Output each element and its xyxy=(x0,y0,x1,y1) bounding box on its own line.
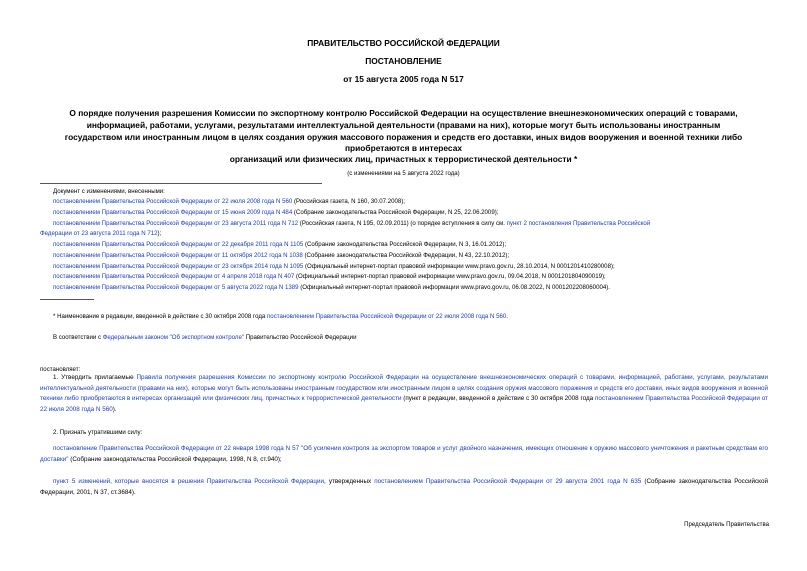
document-date-number: от 15 августа 2005 года N 517 xyxy=(343,74,464,84)
change-link[interactable]: постановлением Правительства Российской Федерации от 22 июля 2008 года N 560 xyxy=(53,198,293,205)
item-1-paragraph xyxy=(40,373,768,415)
basis-text: Правительство Российской Федерации xyxy=(244,334,357,341)
title-line: организаций или физических лиц, причастных к террористической деятельности * xyxy=(229,154,578,164)
government-heading: ПРАВИТЕЛЬСТВО РОССИЙСКОЙ ФЕДЕРАЦИИ xyxy=(307,38,500,48)
change-item xyxy=(53,241,506,248)
change-item xyxy=(53,220,650,227)
footnote-end: . xyxy=(506,313,508,320)
change-source: (Российская газета, N 195, 02.09.2011) (о порядке вступления в силу см. xyxy=(298,220,507,227)
decides-label: постановляет: xyxy=(40,366,81,373)
change-source: (Собрание законодательства Российской Федерации, N 25, 22.06.2009); xyxy=(292,209,499,216)
change-source: ); xyxy=(157,230,162,237)
title-line: государством или иностранным лицом в целях создания оружия массового поражения и средств его доставки, иных видов вооружения и военной техники либо xyxy=(64,132,743,142)
change-item xyxy=(53,198,405,205)
title-line: приобретаются в интересах xyxy=(344,143,463,153)
change-link[interactable]: постановлением Правительства Российской Федерации от 5 августа 2022 года N 1389 xyxy=(53,284,299,291)
repeal-1-text: (Собрание законодательства Российской Федерации, 1998, N 8, ст.940); xyxy=(68,455,282,463)
change-source: (Официальный интернет-портал правовой информации www.pravo.gov.ru, 28.10.2014, N 0001201410280008); xyxy=(303,263,615,270)
change-item xyxy=(53,209,498,216)
change-item xyxy=(53,273,606,280)
repeal-1-paragraph xyxy=(40,444,768,465)
resolution-635-link[interactable]: постановлением Правительства Российской Федерации от 29 августа 2001 года N 635 xyxy=(374,478,642,485)
document-type: ПОСТАНОВЛЕНИЕ xyxy=(365,56,442,66)
footnote-link[interactable]: постановлением Правительства Российской Федерации от 22 июля 2008 года N 560 xyxy=(267,313,507,320)
change-link[interactable]: постановлением Правительства Российской Федерации от 11 октября 2012 года N 1038 xyxy=(53,252,303,259)
effective-date-link-continued[interactable]: Федерации от 23 августа 2011 года N 712 xyxy=(40,230,158,237)
repeal-2-paragraph xyxy=(40,477,768,498)
change-link[interactable]: постановлением Правительства Российской Федерации от 23 августа 2011 года N 712 xyxy=(53,220,299,227)
title-line: информацией, работами, услугами, результатами интеллектуальной деятельности (правами на них), которые могут быть использованы иностранным xyxy=(86,120,721,130)
change-source: (Официальный интернет-портал правовой информации www.pravo.gov.ru, 09.04.2018, N 0001201804090019); xyxy=(294,273,606,280)
divider xyxy=(40,183,322,184)
amendment-note: (с изменениями на 5 августа 2022 года) xyxy=(347,170,460,177)
change-item xyxy=(53,252,509,259)
footnote xyxy=(53,313,508,320)
change-item-continued xyxy=(40,230,161,237)
footnote-text: * Наименование в редакции, введенной в действие с 30 октября 2008 года xyxy=(53,313,267,320)
rules-link[interactable]: Правила получения разрешения Комиссии по экспортному контролю Российской Федерации на осуществление внешнеэкономических операций с товарами, информацией, работами, услугами, результатами интеллектуальной деятельности (правами на них), которые могут быть использованы иностранным государством или иностранным лицом в целях создания оружия массового поражения и средств его доставки, иных видов вооружения и военной техники либо приобретаются в интересах организаций или физических лиц, причастных к террористической деятельности xyxy=(40,374,768,402)
change-source: (Официальный интернет-портал правовой информации www.pravo.gov.ru, 06.08.2022, N 0001202208060004). xyxy=(298,284,610,291)
item-1-text: ). xyxy=(112,405,117,413)
effective-date-link[interactable]: пункт 2 постановления Правительства Российской xyxy=(506,220,651,227)
change-item xyxy=(53,284,610,291)
change-link[interactable]: постановлением Правительства Российской Федерации от 15 июня 2009 года N 484 xyxy=(53,209,293,216)
change-source: (Российская газета, N 160, 30.07.2008); xyxy=(292,198,405,205)
item-1-text: 1. Утвердить прилагаемые xyxy=(53,374,137,381)
item-2: 2. Признать утратившими силу: xyxy=(53,429,143,436)
legal-basis xyxy=(53,334,356,341)
repealed-resolution-link[interactable]: постановление Правительства Российской Федерации от 22 января 1998 года N 57 "Об усилении контроля за экспортом товаров и услуг двойного назначения, имеющих отношение к оружию массового уничтожения и ракетным средствам его доставки" xyxy=(40,445,768,463)
change-item xyxy=(53,263,615,270)
repealed-item-link[interactable]: пункт 5 изменений, которые вносятся в решения Правительства Российской Федерации xyxy=(53,478,325,485)
amendment-link[interactable]: постановлением Правительства Российской Федерации от 22 июля 2008 года N 560 xyxy=(40,395,769,413)
change-link[interactable]: постановлением Правительства Российской Федерации от 4 апреля 2018 года N 407 xyxy=(53,273,295,280)
repeal-2-text: (Собрание законодательства Российской Федерации, 2001, N 37, ст.3684). xyxy=(40,478,769,496)
footnote-divider xyxy=(40,299,94,300)
repeal-2-text: , утвержденных xyxy=(324,478,375,485)
export-control-law-link[interactable]: Федеральным законом "Об экспортном контроле" xyxy=(102,334,244,341)
item-1-text: (пункт в редакции, введенной в действие с 30 октября 2008 года xyxy=(401,395,595,402)
signature: Председатель Правительства xyxy=(684,521,769,528)
change-link[interactable]: постановлением Правительства Российской Федерации от 23 октября 2014 года N 1095 xyxy=(53,263,304,270)
basis-text: В соответствии с xyxy=(53,334,103,341)
title-line: О порядке получения разрешения Комиссии по экспортному контролю Российской Федерации на осуществление внешнеэкономических операций с товарами, xyxy=(69,108,738,118)
change-source: (Собрание законодательства Российской Федерации, N 43, 22.10.2012); xyxy=(302,252,510,259)
changes-intro: Документ с изменениями, внесенными: xyxy=(53,188,165,195)
change-link[interactable]: постановлением Правительства Российской Федерации от 22 декабря 2011 года N 1105 xyxy=(53,241,304,248)
change-source: (Собрание законодательства Российской Федерации, N 3, 16.01.2012); xyxy=(303,241,507,248)
